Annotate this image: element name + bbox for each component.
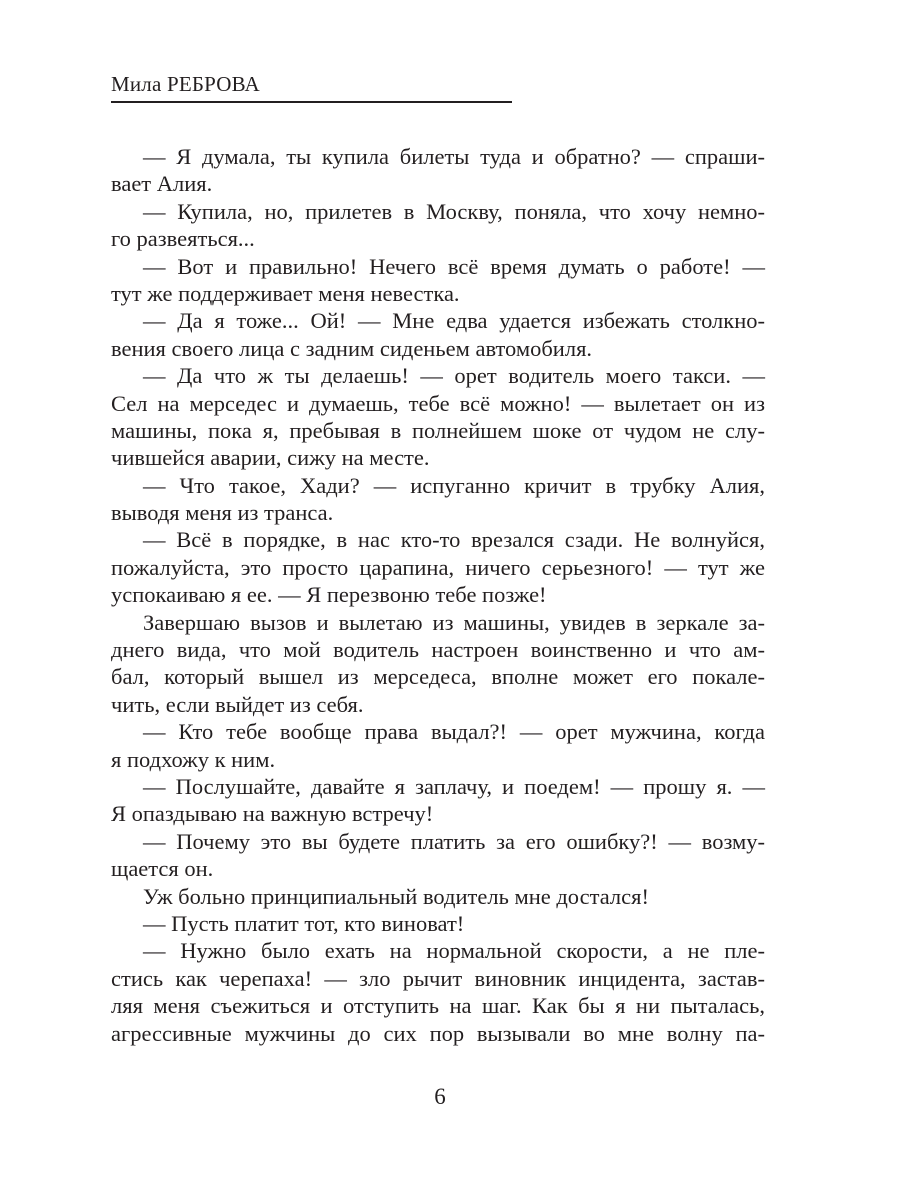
- text-line: — Да что ж ты делаешь! — орет водитель моего такси. —: [143, 363, 765, 389]
- text-line: бал, который вышел из мерседеса, вполне может его покале-: [111, 664, 765, 690]
- text-line: щается он.: [111, 856, 214, 882]
- text-line: выводя меня из транса.: [111, 500, 334, 526]
- page-number: 6: [434, 1084, 446, 1109]
- text-line: — Нужно было ехать на нормальной скорости, а не пле-: [143, 938, 765, 964]
- header-rule: [111, 101, 512, 103]
- text-line: успокаиваю я ее. — Я перезвоню тебе позже!: [111, 582, 547, 608]
- text-line: пожалуйста, это просто царапина, ничего серьезного! — тут же: [111, 554, 765, 580]
- text-line: — Вот и правильно! Нечего всё время думать о работе! —: [143, 253, 765, 279]
- text-line: агрессивные мужчины до сих пор вызывали во мне волну па-: [111, 1020, 765, 1046]
- text-line: вает Алия.: [111, 171, 213, 197]
- text-line: Завершаю вызов и вылетаю из машины, увидев в зеркале за-: [143, 609, 765, 635]
- text-line: тут же поддерживает меня невестка.: [111, 280, 460, 306]
- text-line: — Кто тебе вообще права выдал?! — орет мужчина, когда: [143, 719, 765, 745]
- text-line: — Что такое, Хади? — испуганно кричит в трубку Алия,: [143, 472, 765, 498]
- text-line: — Почему это вы будете платить за его ошибку?! — возму-: [143, 828, 765, 854]
- text-line: го развеяться...: [111, 226, 255, 252]
- body-text: [111, 143, 765, 1047]
- text-line: вения своего лица с задним сиденьем автомобиля.: [111, 335, 593, 361]
- text-line: Сел на мерседес и думаешь, тебе всё можно! — вылетает он из: [111, 390, 765, 416]
- text-line: я подхожу к ним.: [111, 746, 276, 772]
- text-line: — Купила, но, прилетев в Москву, поняла, что хочу немно-: [143, 198, 765, 224]
- running-head-author: Мила РЕБРОВА: [111, 72, 260, 96]
- text-line: ляя меня съежиться и отступить на шаг. Как бы я ни пыталась,: [111, 993, 765, 1019]
- text-line: — Послушайте, давайте я заплачу, и поедем! — прошу я. —: [143, 773, 765, 799]
- text-line: Уж больно принципиальный водитель мне достался!: [143, 883, 649, 909]
- text-line: — Всё в порядке, в нас кто-то врезался сзади. Не волнуйся,: [143, 527, 765, 553]
- text-line: — Да я тоже... Ой! — Мне едва удается избежать столкно-: [143, 308, 765, 334]
- text-line: — Пусть платит тот, кто виноват!: [143, 910, 465, 936]
- text-line: днего вида, что мой водитель настроен воинственно и что ам-: [111, 637, 765, 663]
- text-line: чить, если выйдет из себя.: [111, 691, 364, 717]
- text-line: — Я думала, ты купила билеты туда и обратно? — спраши-: [143, 144, 765, 169]
- text-line: чившейся аварии, сижу на месте.: [111, 445, 430, 471]
- text-line: машины, пока я, пребывая в полнейшем шоке от чудом не слу-: [111, 417, 765, 443]
- text-line: стись как черепаха! — зло рычит виновник инцидента, застав-: [111, 965, 765, 991]
- text-line: Я опаздываю на важную встречу!: [111, 801, 434, 827]
